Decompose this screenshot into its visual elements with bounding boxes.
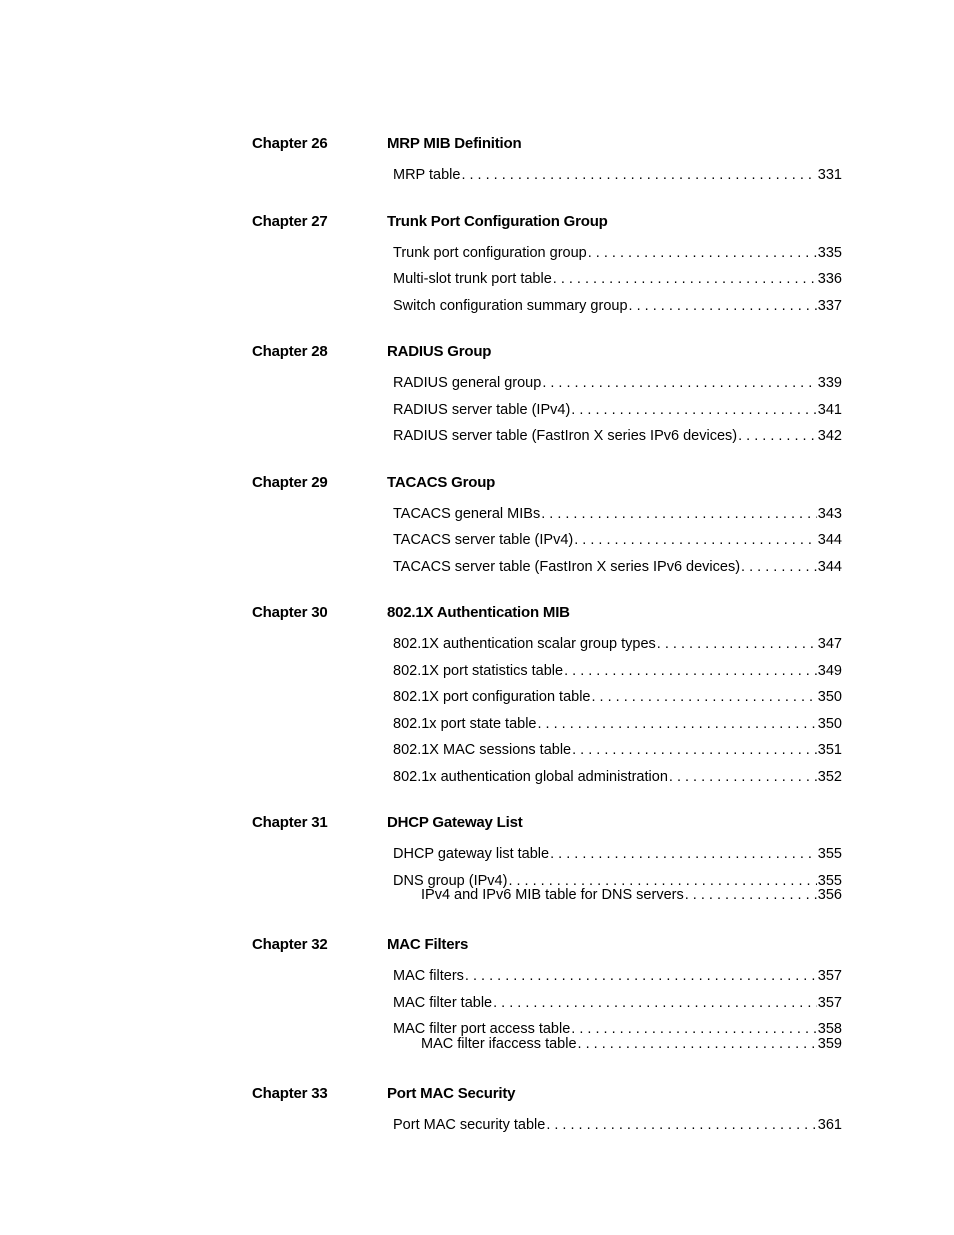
chapter-label: Chapter 30 [252, 604, 328, 621]
chapter-title: Trunk Port Configuration Group [387, 212, 608, 230]
toc-entry-text: RADIUS server table (IPv4) [393, 401, 571, 418]
dot-leader [553, 266, 817, 293]
chapter-body [387, 601, 842, 790]
toc-entry-text: MAC filter port access table [393, 1021, 571, 1037]
toc-entry-text: IPv4 and IPv6 MIB table for DNS servers [421, 887, 684, 903]
toc-entry[interactable] [393, 554, 842, 581]
toc-entry[interactable] [393, 963, 842, 990]
chapter-title: DHCP Gateway List [387, 814, 523, 831]
chapter-title: MAC Filters [387, 936, 469, 953]
chapter-body [387, 1082, 842, 1139]
toc-entry-text: 802.1X port statistics table [393, 662, 564, 679]
toc-entry-text: MAC filter ifaccess table [421, 1035, 577, 1052]
toc-entry[interactable] [393, 631, 842, 658]
toc-entry-text: 802.1X port configuration table [393, 689, 591, 705]
dot-leader [738, 423, 817, 450]
toc-entry[interactable] [393, 240, 842, 267]
toc-entry[interactable] [393, 1112, 842, 1139]
dot-leader [546, 1112, 816, 1139]
dot-leader [592, 684, 817, 711]
chapter-title: 802.1X Authentication MIB [387, 604, 570, 621]
toc-page-number: 342 [817, 428, 842, 444]
toc-page-number: 361 [817, 1116, 842, 1133]
toc-entry[interactable] [393, 370, 842, 397]
dot-leader [542, 370, 816, 397]
dot-leader [571, 397, 817, 424]
chapter-section [252, 601, 842, 790]
toc-entry-text: TACACS server table (FastIron X series IPv6 devices) [393, 558, 741, 575]
toc-page-number: 357 [817, 968, 842, 984]
toc-page-number: 349 [817, 662, 842, 679]
chapter-label: Chapter 28 [252, 343, 328, 360]
chapter-section [252, 811, 842, 912]
dot-leader [588, 240, 817, 267]
chapter-body [387, 933, 842, 1061]
toc-entry[interactable] [393, 684, 842, 711]
chapter-section [252, 1082, 842, 1139]
toc-entry-text: TACACS server table (IPv4) [393, 532, 574, 548]
chapter-label: Chapter 32 [252, 936, 328, 953]
toc-page-number: 347 [817, 636, 842, 652]
toc-entry-text: 802.1X MAC sessions table [393, 742, 572, 758]
toc-page-number: 344 [817, 532, 842, 548]
toc-page-number: 337 [817, 297, 842, 314]
chapter-section [252, 132, 842, 189]
toc-page-number: 335 [817, 244, 842, 261]
toc-page-number: 350 [817, 715, 842, 732]
toc-entry[interactable] [393, 764, 842, 791]
chapter-section [252, 471, 842, 581]
chapter-body [387, 340, 842, 450]
toc-page-number: 355 [817, 846, 842, 862]
toc-entry-text: MAC filters [393, 968, 464, 984]
toc-page-number: 336 [817, 271, 842, 287]
toc-subentry[interactable] [421, 886, 842, 904]
toc-entry-text: Multi-slot trunk port table [393, 271, 552, 287]
table-of-contents [252, 132, 842, 1159]
toc-entry[interactable] [393, 423, 842, 450]
toc-entry[interactable] [393, 711, 842, 738]
dot-leader [465, 963, 817, 990]
chapter-section [252, 210, 842, 320]
chapter-section [252, 933, 842, 1061]
chapter-title: MRP MIB Definition [387, 135, 522, 152]
toc-entry-text: Switch configuration summary group [393, 297, 628, 314]
toc-entry[interactable] [393, 527, 842, 554]
toc-entry[interactable] [393, 737, 842, 764]
chapter-label: Chapter 29 [252, 473, 328, 491]
toc-page-number: 356 [817, 887, 842, 903]
chapter-body [387, 471, 842, 581]
chapter-label: Chapter 27 [252, 212, 328, 230]
chapter-section [252, 340, 842, 450]
toc-entry-text: Trunk port configuration group [393, 244, 587, 261]
toc-entry-text: 802.1X authentication scalar group types [393, 636, 656, 652]
toc-entry[interactable] [393, 266, 842, 293]
toc-page-number: 351 [817, 742, 842, 758]
toc-entry-text: TACACS general MIBs [393, 505, 541, 522]
toc-page-number: 357 [817, 994, 842, 1011]
toc-page-number: 339 [817, 375, 842, 391]
dot-leader [578, 1035, 817, 1053]
toc-entry-text: 802.1x authentication global administration [393, 768, 668, 785]
chapter-label: Chapter 31 [252, 814, 328, 831]
toc-entry[interactable] [393, 841, 842, 868]
chapter-body [387, 132, 842, 189]
dot-leader [493, 990, 817, 1017]
toc-entry-text: RADIUS general group [393, 375, 542, 391]
toc-subentry[interactable] [421, 1035, 842, 1053]
toc-page-number: 358 [817, 1021, 842, 1037]
dot-leader [629, 293, 817, 320]
toc-entry[interactable] [393, 397, 842, 424]
chapter-title: Port MAC Security [387, 1084, 516, 1102]
dot-leader [538, 711, 817, 738]
toc-entry[interactable] [393, 501, 842, 528]
toc-page-number: 355 [817, 872, 842, 889]
dot-leader [574, 527, 817, 554]
chapter-body [387, 210, 842, 320]
toc-entry[interactable] [393, 990, 842, 1017]
toc-entry-text: DHCP gateway list table [393, 846, 550, 862]
toc-entry-text: MAC filter table [393, 994, 493, 1011]
toc-page-number: 331 [817, 167, 842, 183]
toc-page-number: 350 [817, 689, 842, 705]
toc-entry-text: 802.1x port state table [393, 715, 537, 732]
toc-entry[interactable] [393, 162, 842, 189]
dot-leader [541, 501, 817, 528]
toc-page-number: 341 [817, 401, 842, 418]
toc-page-number: 343 [817, 505, 842, 522]
dot-leader [572, 737, 817, 764]
dot-leader [657, 631, 817, 658]
chapter-title: RADIUS Group [387, 343, 492, 360]
toc-entry[interactable] [393, 658, 842, 685]
toc-entry[interactable] [393, 293, 842, 320]
toc-page-number: 359 [817, 1035, 842, 1052]
chapter-label: Chapter 26 [252, 135, 328, 152]
chapter-title: TACACS Group [387, 473, 496, 491]
toc-entry-text: Port MAC security table [393, 1116, 546, 1133]
chapter-label: Chapter 33 [252, 1084, 328, 1102]
toc-page-number: 352 [817, 768, 842, 785]
dot-leader [685, 886, 817, 904]
dot-leader [461, 162, 816, 189]
chapter-body [387, 811, 842, 912]
dot-leader [741, 554, 817, 581]
toc-page-number: 344 [817, 558, 842, 575]
dot-leader [669, 764, 817, 791]
toc-entry-text: RADIUS server table (FastIron X series IPv6 devices) [393, 428, 738, 444]
toc-entry-text: DNS group (IPv4) [393, 872, 508, 889]
dot-leader [564, 658, 817, 685]
toc-entry-text: MRP table [393, 167, 461, 183]
dot-leader [550, 841, 817, 868]
